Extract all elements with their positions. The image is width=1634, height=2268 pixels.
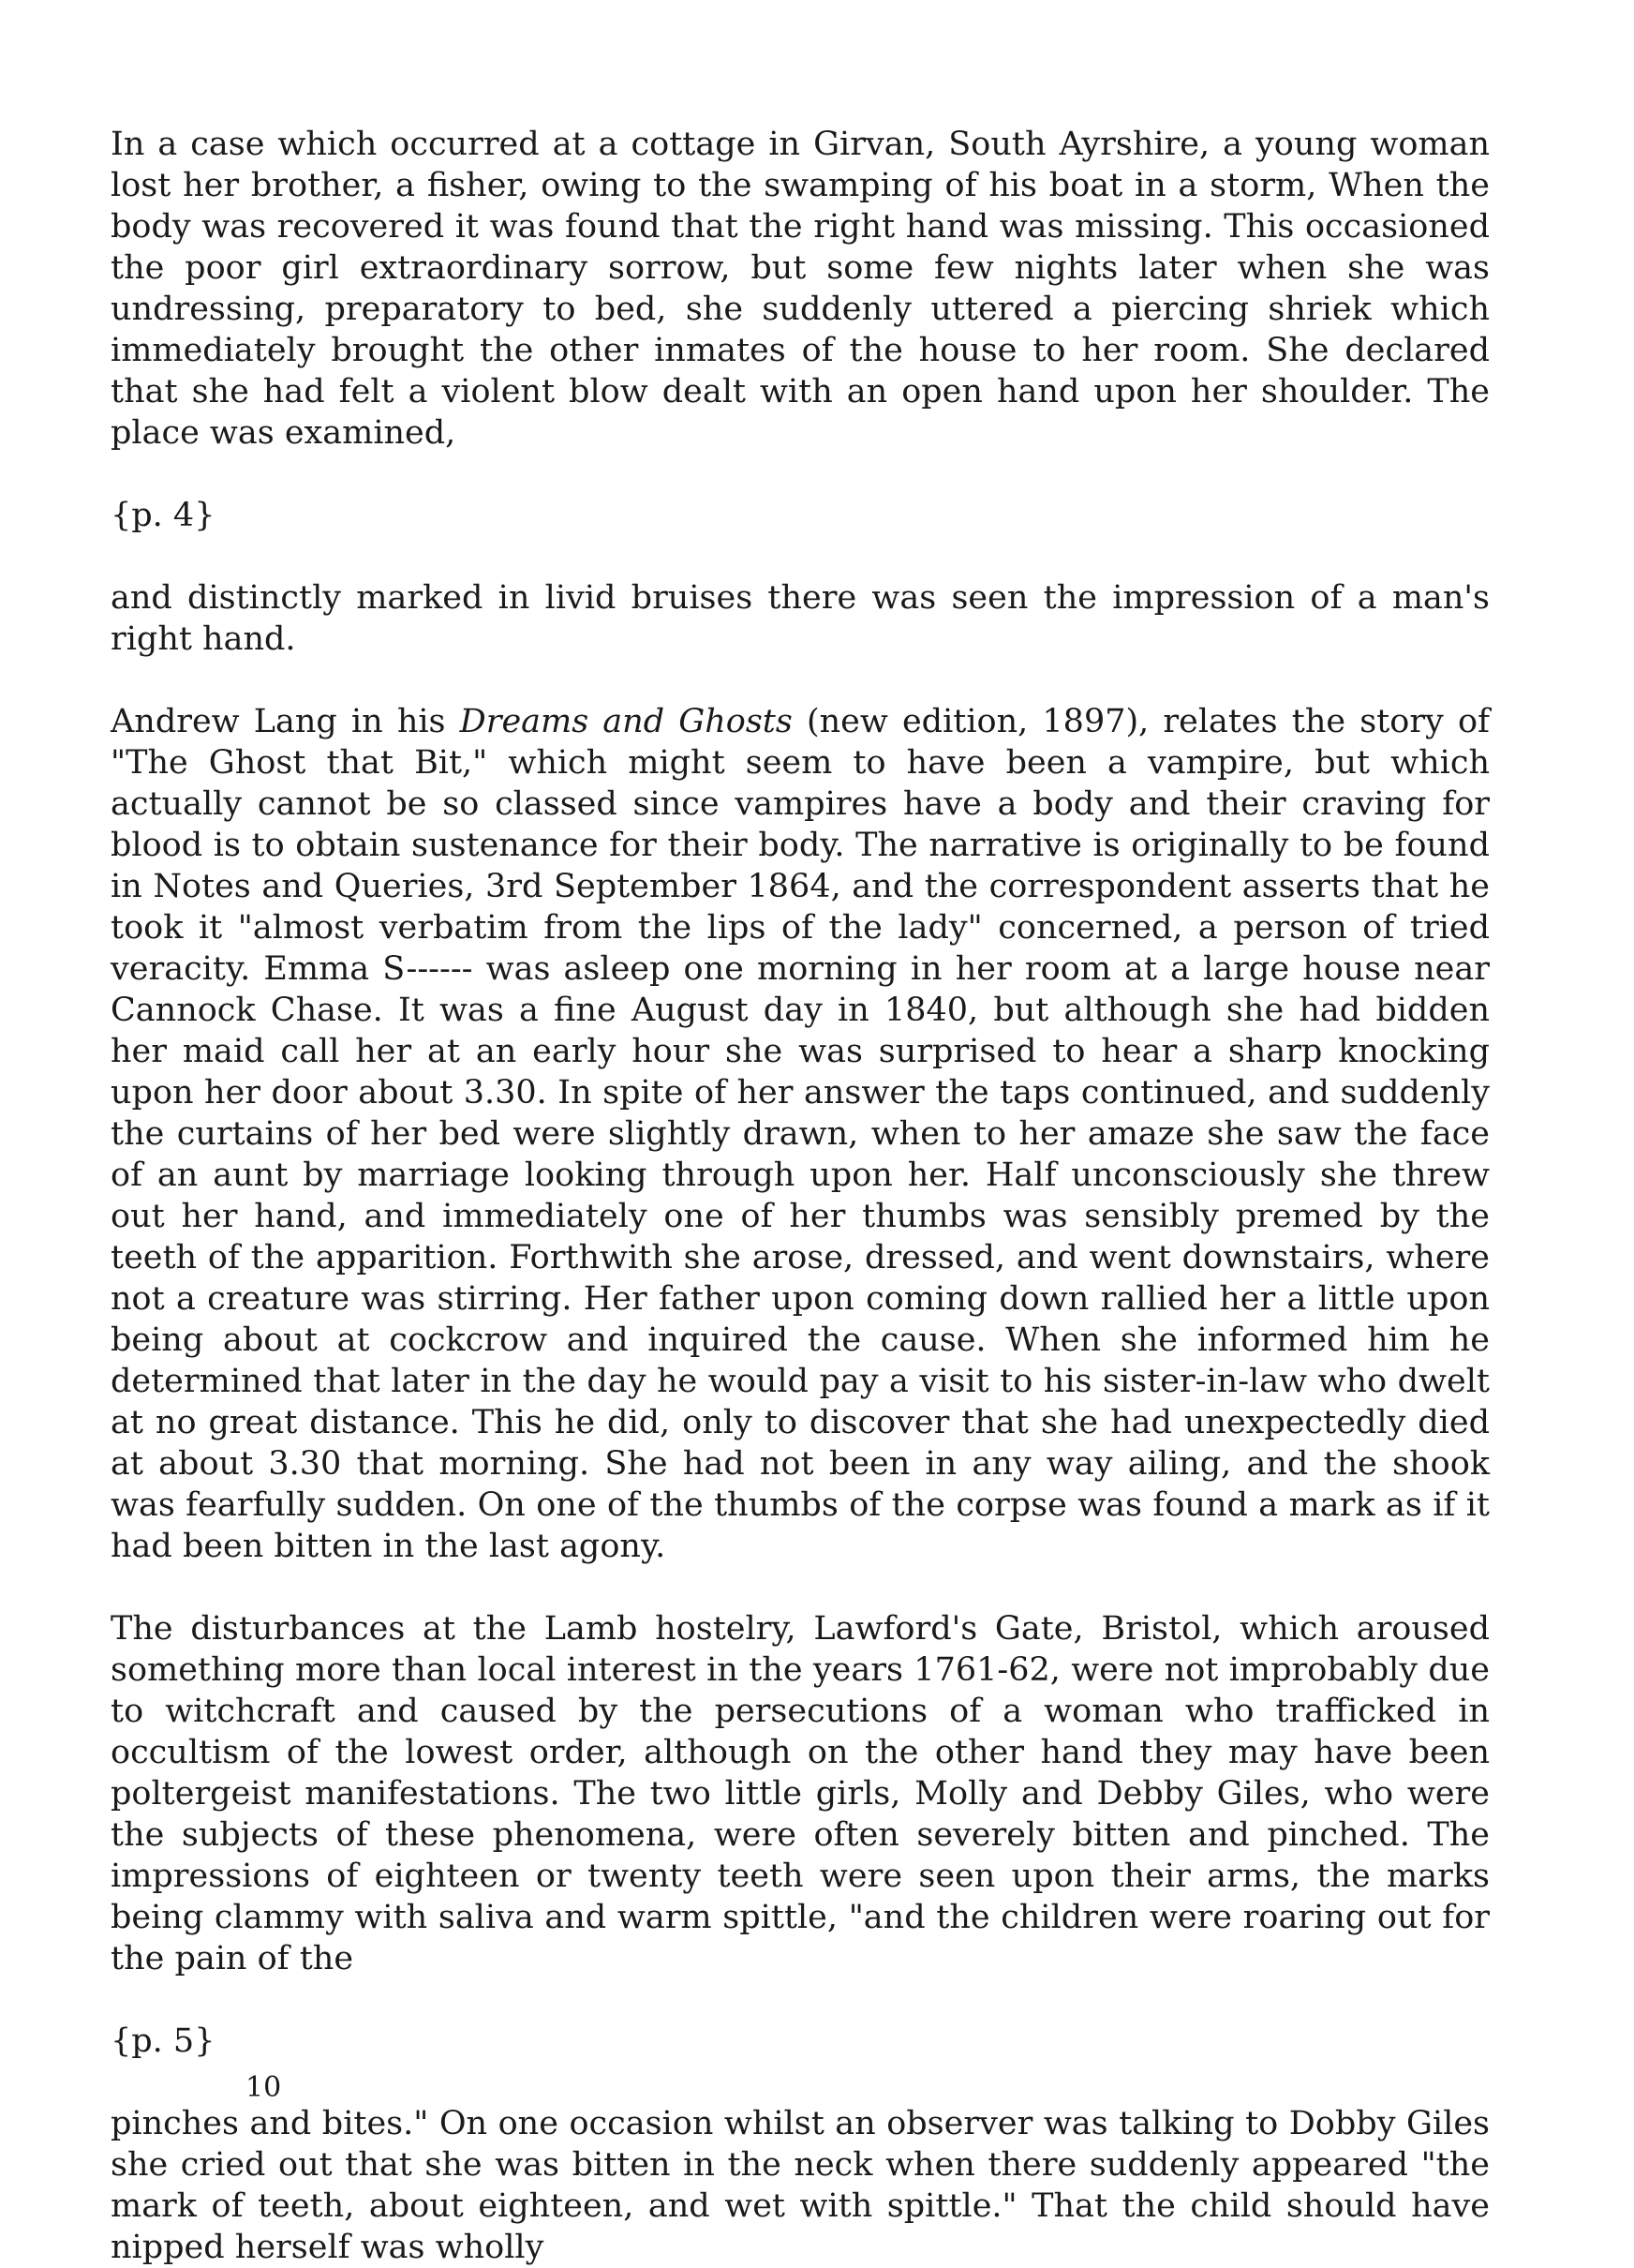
- paragraph-ghost-that-bit: [111, 701, 1490, 1567]
- paragraph-ghost-body: (new edition, 1897), relates the story of "The Ghost that Bit," which might seem to have been a vampire, but which actually cannot be so classed since vampires have a body and their craving for blood is to obtain sustenance for their body. The narrative is originally to be found in Notes and Queries, 3rd September 1864, and the correspondent asserts that he took it "almost verbatim from the lips of the lady" concerned, a person of tried veracity. Emma S------ was asleep one morning in her room at a large house near Cannock Chase. It was a fine August day in 1840, but although she had bidden her maid call her at an early hour she was surprised to hear a sharp knocking upon her door about 3.30. In spite of her answer the taps continued, and suddenly the curtains of her bed were slightly drawn, when to her amaze she saw the face of an aunt by marriage looking through upon her. Half unconsciously she threw out her hand, and immediately one of her thumbs was sensibly premed by the teeth of the apparition. Forthwith she arose, dressed, and went downstairs, where not a creature was stirring. Her father upon coming down rallied her a little upon being about at cockcrow and inquired the cause. When she informed him he determined that later in the day he would pay a visit to his sister-in-law who dwelt at no great distance. This he did, only to discover that she had unexpectedly died at about 3.30 that morning. She had not been in any way ailing, and the shook was fearfully sudden. On one of the thumbs of the corpse was found a mark as if it had been bitten in the last agony.: [111, 703, 1490, 1565]
- page-marker-p4: {p. 4}: [111, 497, 215, 534]
- paragraph-pinches-and-bites: pinches and bites." On one occasion whilst an observer was talking to Dobby Giles she cried out that she was bitten in the neck when there suddenly appeared "the mark of teeth, about eighteen, and wet with spittle." That the child should have nipped herself was wholly: [111, 2105, 1490, 2266]
- book-title-dreams-and-ghosts: Dreams and Ghosts: [459, 703, 793, 740]
- paragraph-bruises: and distinctly marked in livid bruises there was seen the impression of a man's right hand.: [111, 579, 1490, 658]
- page-body: [111, 124, 1490, 2268]
- paragraph-lamb-hostelry: The disturbances at the Lamb hostelry, Lawford's Gate, Bristol, which aroused something more than local interest in the years 1761-62, were not improbably due to witchcraft and caused by the persecutions of a woman who trafficked in occultism of the lowest order, although on the other hand they may have been poltergeist manifestations. The two little girls, Molly and Debby Giles, who were the subjects of these phenomena, were often severely bitten and pinched. The impressions of eighteen or twenty teeth were seen upon their arms, the marks being clammy with saliva and warm spittle, "and the children were roaring out for the pain of the: [111, 1610, 1490, 1977]
- paragraph-girvan-case: In a case which occurred at a cottage in Girvan, South Ayrshire, a young woman lost her brother, a fisher, owing to the swamping of his boat in a storm, When the body was recovered it was found that the right hand was missing. This occasioned the poor girl extraordinary sorrow, but some few nights later when she was undressing, preparatory to bed, she suddenly uttered a piercing shriek which immediately brought the other inmates of the house to her room. She declared that she had felt a violent blow dealt with an open hand upon her shoulder. The place was examined,: [111, 126, 1490, 452]
- paragraph-ghost-intro: Andrew Lang in his: [111, 703, 460, 740]
- page-number: 10: [245, 2071, 282, 2104]
- page-marker-p5: {p. 5}: [111, 2022, 215, 2060]
